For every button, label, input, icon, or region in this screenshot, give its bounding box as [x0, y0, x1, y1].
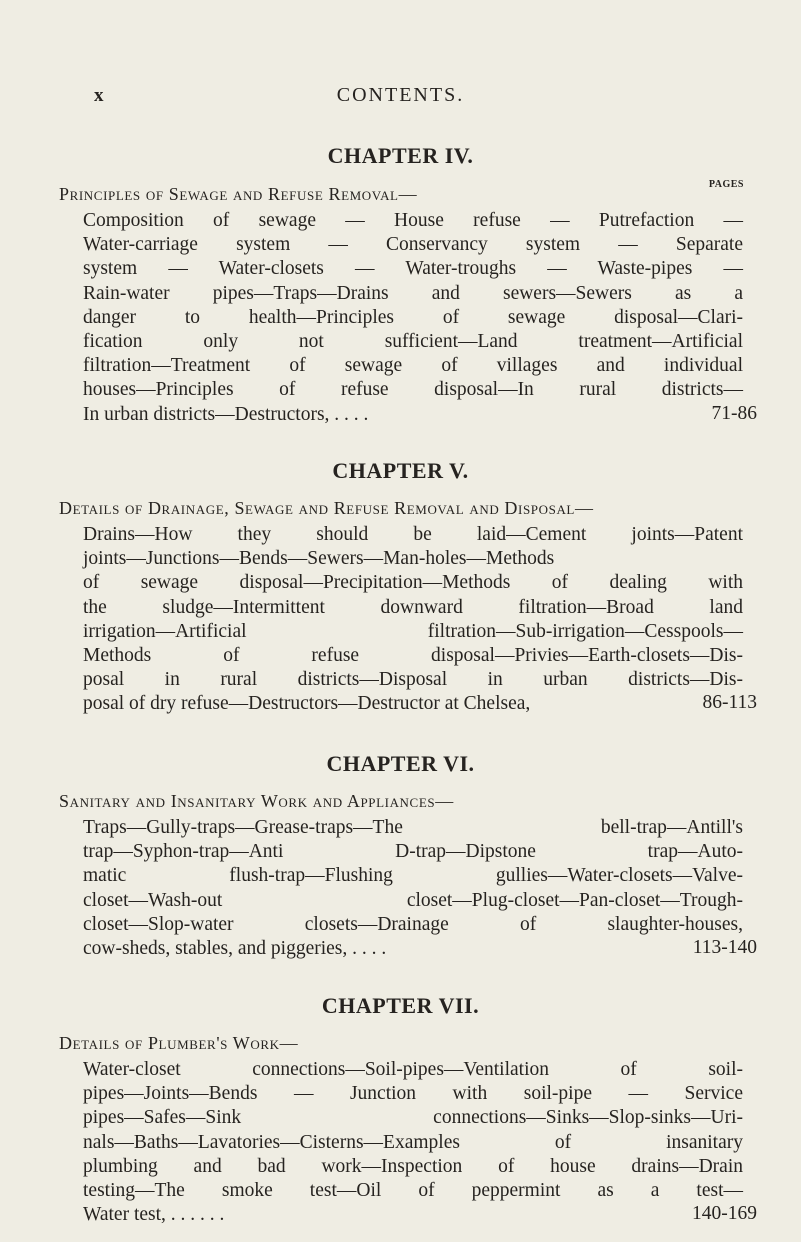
- summary-line: nals—Baths—Lavatories—Cisterns—Examples of insanitary: [83, 1131, 743, 1153]
- summary-line: fication only not sufficient—Land treatment—Artificial: [83, 330, 743, 352]
- chapter-section: [0, 143, 801, 425]
- summary-line: trap—Syphon-trap—Anti D-trap—Dipstone trap—Auto-: [83, 841, 743, 863]
- summary-line: danger to health—Principles of sewage disposal—Clari-: [83, 306, 743, 328]
- summary-line: Drains—How they should be laid—Cement joints—Patent: [83, 524, 743, 545]
- running-head: [0, 84, 801, 110]
- summary-line: the sludge—Intermittent downward filtration—Broad land: [83, 596, 743, 618]
- summary-line: of sewage disposal—Precipitation—Methods of dealing with: [83, 572, 743, 594]
- summary-line: Methods of refuse disposal—Privies—Earth-closets—Dis-: [83, 644, 743, 666]
- page-folio: x: [94, 85, 104, 106]
- chapter-heading: Details of Drainage, Sewage and Refuse Removal and Disposal—: [59, 498, 594, 518]
- chapter-heading: Principles of Sewage and Refuse Removal—: [59, 184, 418, 204]
- page-range: 71-86: [711, 403, 757, 424]
- chapter-summary: [83, 209, 743, 427]
- summary-line: Water-closet connections—Soil-pipes—Ventilation of soil-: [83, 1059, 743, 1080]
- summary-line: pipes—Joints—Bends — Junction with soil-pipe — Service: [83, 1083, 743, 1105]
- summary-line: filtration—Treatment of sewage of villages and individual: [83, 355, 743, 377]
- summary-line: system — Water-closets — Water-troughs — Waste-pipes —: [83, 258, 743, 280]
- summary-line: irrigation—Artificial filtration—Sub-irrigation—Cesspools—: [83, 620, 743, 642]
- chapter-title: CHAPTER V.: [332, 458, 469, 483]
- chapter-title: CHAPTER IV.: [327, 143, 474, 168]
- chapter-heading: Sanitary and Insanitary Work and Appliances—: [59, 791, 454, 811]
- chapter-heading: Details of Plumber's Work—: [59, 1033, 299, 1053]
- summary-line: houses—Principles of refuse disposal—In rural districts—: [83, 379, 743, 401]
- chapter-title: CHAPTER VI.: [326, 751, 475, 776]
- summary-line: posal of dry refuse—Destructors—Destructor at Chelsea,: [83, 693, 531, 715]
- summary-line: matic flush-trap—Flushing gullies—Water-closets—Valve-: [83, 865, 743, 887]
- summary-line: Composition of sewage — House refuse — Putrefaction —: [83, 210, 743, 231]
- summary-line: Rain-water pipes—Traps—Drains and sewers—Sewers as a: [83, 282, 743, 304]
- summary-line: In urban districts—Destructors, . . . .: [83, 403, 369, 425]
- chapter-summary: [83, 816, 743, 961]
- chapter-section: [0, 458, 801, 715]
- page-range: 86-113: [702, 692, 757, 713]
- summary-line: plumbing and bad work—Inspection of house drains—Drain: [83, 1155, 743, 1177]
- summary-line: joints—Junctions—Bends—Sewers—Man-holes—Methods: [83, 548, 555, 570]
- pages-column-label: PAGES: [708, 179, 744, 190]
- chapter-section: [0, 751, 801, 959]
- chapter-summary: [83, 523, 743, 717]
- page-range: 113-140: [692, 937, 757, 958]
- summary-line: closet—Slop-water closets—Drainage of slaughter-houses,: [83, 913, 743, 935]
- chapter-summary: [83, 1058, 743, 1227]
- summary-line: cow-sheds, stables, and piggeries, . . . .: [83, 937, 387, 959]
- page-range: 140-169: [692, 1203, 757, 1224]
- chapter-title: CHAPTER VII.: [321, 993, 480, 1018]
- chapter-section: [0, 993, 801, 1226]
- summary-line: Water-carriage system — Conservancy system — Separate: [83, 234, 743, 256]
- summary-line: pipes—Safes—Sink connections—Sinks—Slop-sinks—Uri-: [83, 1107, 743, 1129]
- summary-line: closet—Wash-out closet—Plug-closet—Pan-closet—Trough-: [83, 889, 743, 911]
- summary-line: testing—The smoke test—Oil of peppermint as a test—: [83, 1179, 743, 1201]
- summary-line: Traps—Gully-traps—Grease-traps—The bell-trap—Antill's: [83, 817, 743, 838]
- summary-line: Water test, . . . . . .: [83, 1204, 225, 1226]
- summary-line: posal in rural districts—Disposal in urban districts—Dis-: [83, 669, 743, 691]
- running-title: CONTENTS.: [336, 84, 465, 106]
